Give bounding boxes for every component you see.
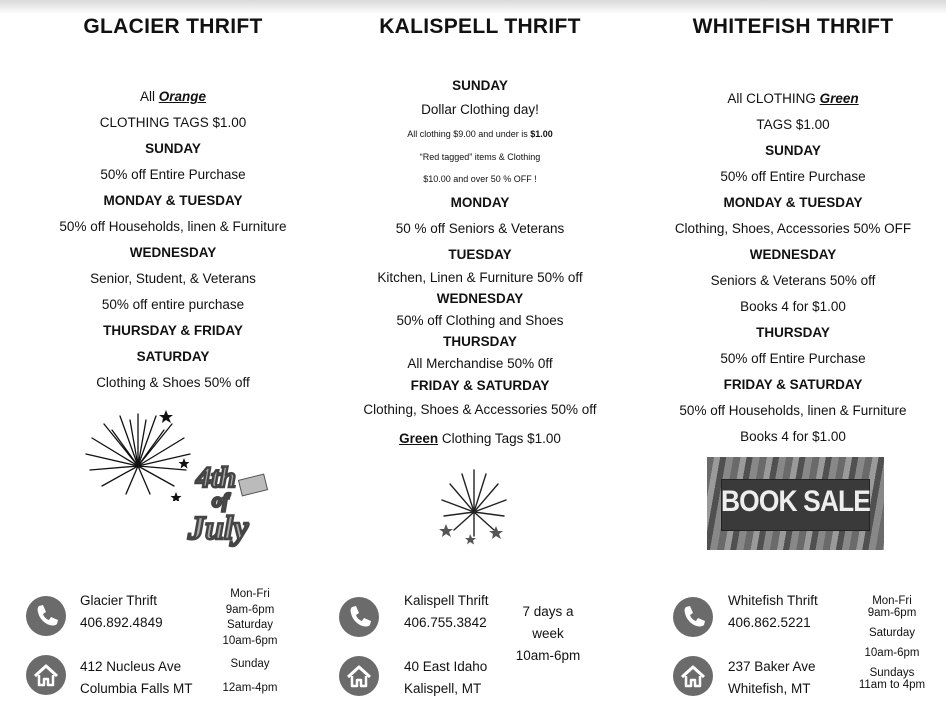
kalispell-monday-heading: MONDAY bbox=[450, 195, 510, 210]
whitefish-hours-line: 9am-6pm bbox=[867, 607, 917, 619]
kalispell-house-icon bbox=[339, 656, 379, 696]
glacier-address bbox=[80, 656, 193, 700]
glacier-hours-line: 10am-6pm bbox=[222, 634, 278, 647]
kalispell-address-line1: 40 East Idaho bbox=[404, 659, 488, 674]
kalispell-small1-prefix: All clothing $9.00 and under is bbox=[407, 129, 531, 139]
glacier-house-icon bbox=[26, 655, 66, 695]
kalispell-wednesday-heading: WEDNESDAY bbox=[436, 291, 524, 306]
glacier-sunday-heading: SUNDAY bbox=[145, 141, 201, 156]
kalispell-wednesday-text: 50% off Clothing and Shoes bbox=[396, 313, 564, 328]
whitefish-thursday-text: 50% off Entire Purchase bbox=[720, 351, 866, 366]
whitefish-montue-heading: MONDAY & TUESDAY bbox=[723, 195, 863, 210]
glacier-hours-line: 12am-4pm bbox=[222, 681, 278, 694]
glacier-hours-line: 9am-6pm bbox=[225, 603, 275, 616]
art-text-july: July bbox=[188, 510, 249, 547]
kalispell-small-line1 bbox=[320, 122, 640, 146]
glacier-tag-color: Orange bbox=[158, 89, 207, 104]
page-top-shadow bbox=[0, 0, 946, 14]
kalispell-frisat-text: Clothing, Shoes & Accessories 50% off bbox=[363, 402, 597, 417]
whitefish-hours-line: 10am-6pm bbox=[864, 647, 920, 659]
book-sale-banner-text: BOOK SALE bbox=[720, 485, 871, 518]
whitefish-tag-color: Green bbox=[819, 91, 859, 106]
whitefish-thursday-heading: THURSDAY bbox=[756, 325, 830, 340]
fourth-of-july-illustration bbox=[182, 455, 274, 550]
whitefish-house-icon bbox=[673, 656, 713, 696]
glacier-montue-text: 50% off Households, linen & Furniture bbox=[59, 219, 287, 234]
glacier-thufri-heading: THURSDAY & FRIDAY bbox=[103, 323, 243, 338]
whitefish-hours-line: 11am to 4pm bbox=[858, 679, 926, 691]
kalispell-thursday-heading: THURSDAY bbox=[443, 334, 517, 349]
whitefish-tag-prefix: All CLOTHING bbox=[727, 91, 820, 106]
kalispell-title: KALISPELL THRIFT bbox=[379, 15, 581, 38]
kalispell-tag-color: Green bbox=[399, 431, 439, 446]
whitefish-address bbox=[728, 656, 816, 700]
kalispell-small-line3: $10.00 and over 50 % OFF ! bbox=[423, 174, 537, 184]
whitefish-contact bbox=[728, 590, 818, 634]
kalispell-sunday-text: Dollar Clothing day! bbox=[421, 102, 539, 117]
whitefish-tag-line bbox=[640, 86, 946, 112]
art-text-4th: 4th bbox=[196, 461, 237, 494]
glacier-phone: 406.892.4849 bbox=[80, 615, 163, 630]
whitefish-address-line1: 237 Baker Ave bbox=[728, 659, 816, 674]
whitefish-hours bbox=[852, 595, 932, 691]
whitefish-tag-line2: TAGS $1.00 bbox=[756, 117, 830, 132]
kalispell-tag-suffix: Clothing Tags $1.00 bbox=[438, 431, 561, 446]
kalispell-small1-bold: $1.00 bbox=[530, 129, 553, 139]
glacier-phone-icon bbox=[26, 596, 66, 636]
glacier-address-line2: Columbia Falls MT bbox=[80, 681, 193, 696]
whitefish-specials bbox=[640, 86, 946, 450]
glacier-tag-line bbox=[0, 84, 346, 110]
kalispell-name: Kalispell Thrift bbox=[404, 593, 489, 608]
whitefish-wednesday-text1: Seniors & Veterans 50% off bbox=[710, 273, 876, 288]
kalispell-phone-icon bbox=[339, 597, 379, 637]
glacier-tag-prefix: All bbox=[139, 89, 159, 104]
whitefish-phone-icon bbox=[673, 597, 713, 637]
glacier-saturday-heading: SATURDAY bbox=[136, 349, 210, 364]
kalispell-address bbox=[404, 656, 487, 700]
whitefish-montue-text: Clothing, Shoes, Accessories 50% OFF bbox=[674, 221, 912, 236]
whitefish-hours-line: Saturday bbox=[868, 627, 916, 639]
glacier-address-line1: 412 Nucleus Ave bbox=[80, 659, 182, 674]
glacier-specials bbox=[0, 84, 346, 396]
whitefish-frisat-text: 50% off Households, linen & Furniture bbox=[679, 403, 907, 418]
whitefish-frisat-heading: FRIDAY & SATURDAY bbox=[723, 377, 863, 392]
whitefish-sunday-heading: SUNDAY bbox=[765, 143, 821, 158]
glacier-wednesday-heading: WEDNESDAY bbox=[129, 245, 217, 260]
whitefish-hours-line: Sundays bbox=[869, 667, 915, 679]
kalispell-hours-line: 7 days a bbox=[522, 604, 574, 619]
kalispell-small-line2: “Red tagged” items & Clothing bbox=[419, 152, 541, 162]
kalispell-tag-line bbox=[320, 424, 640, 454]
glacier-sunday-text: 50% off Entire Purchase bbox=[100, 167, 246, 182]
glacier-hours bbox=[212, 587, 288, 696]
whitefish-address-line2: Whitefish, MT bbox=[728, 681, 811, 696]
glacier-hours-line: Sunday bbox=[230, 658, 270, 670]
kalispell-hours-line: week bbox=[532, 626, 564, 641]
glacier-wednesday-text2: 50% off entire purchase bbox=[101, 297, 245, 312]
firework-small-illustration bbox=[436, 464, 516, 546]
art-text-of: of bbox=[212, 490, 229, 512]
kalispell-hours-line: 10am-6pm bbox=[515, 648, 581, 663]
kalispell-specials bbox=[320, 74, 640, 454]
glacier-hours-line: Mon-Fri bbox=[230, 588, 270, 600]
kalispell-address-line2: Kalispell, MT bbox=[404, 681, 482, 696]
whitefish-title: WHITEFISH THRIFT bbox=[692, 15, 894, 38]
kalispell-phone: 406.755.3842 bbox=[404, 615, 487, 630]
whitefish-wednesday-text2: Books 4 for $1.00 bbox=[740, 299, 846, 314]
whitefish-sunday-text: 50% off Entire Purchase bbox=[720, 169, 866, 184]
glacier-saturday-text: Clothing & Shoes 50% off bbox=[96, 375, 250, 390]
glacier-contact bbox=[80, 590, 163, 634]
kalispell-tuesday-heading: TUESDAY bbox=[448, 247, 512, 262]
kalispell-thursday-text: All Merchandise 50% 0ff bbox=[407, 356, 553, 371]
kalispell-frisat-heading: FRIDAY & SATURDAY bbox=[410, 378, 550, 393]
glacier-wednesday-text1: Senior, Student, & Veterans bbox=[90, 271, 256, 286]
glacier-montue-heading: MONDAY & TUESDAY bbox=[103, 193, 243, 208]
glacier-title: GLACIER THRIFT bbox=[83, 15, 263, 38]
whitefish-frisat-text2: Books 4 for $1.00 bbox=[740, 429, 846, 444]
whitefish-phone: 406.862.5221 bbox=[728, 615, 811, 630]
kalispell-monday-text: 50 % off Seniors & Veterans bbox=[395, 221, 565, 236]
whitefish-wednesday-heading: WEDNESDAY bbox=[749, 247, 837, 262]
kalispell-hours bbox=[506, 601, 590, 667]
glacier-name: Glacier Thrift bbox=[80, 593, 158, 608]
whitefish-hours-line: Mon-Fri bbox=[872, 595, 912, 607]
glacier-hours-line: Saturday bbox=[226, 619, 274, 631]
kalispell-contact bbox=[404, 590, 489, 634]
whitefish-name: Whitefish Thrift bbox=[728, 593, 818, 608]
book-sale-banner-image bbox=[707, 457, 884, 550]
kalispell-sunday-heading: SUNDAY bbox=[452, 78, 508, 93]
glacier-tag-line2: CLOTHING TAGS $1.00 bbox=[99, 115, 247, 130]
kalispell-tuesday-text: Kitchen, Linen & Furniture 50% off bbox=[377, 270, 583, 285]
